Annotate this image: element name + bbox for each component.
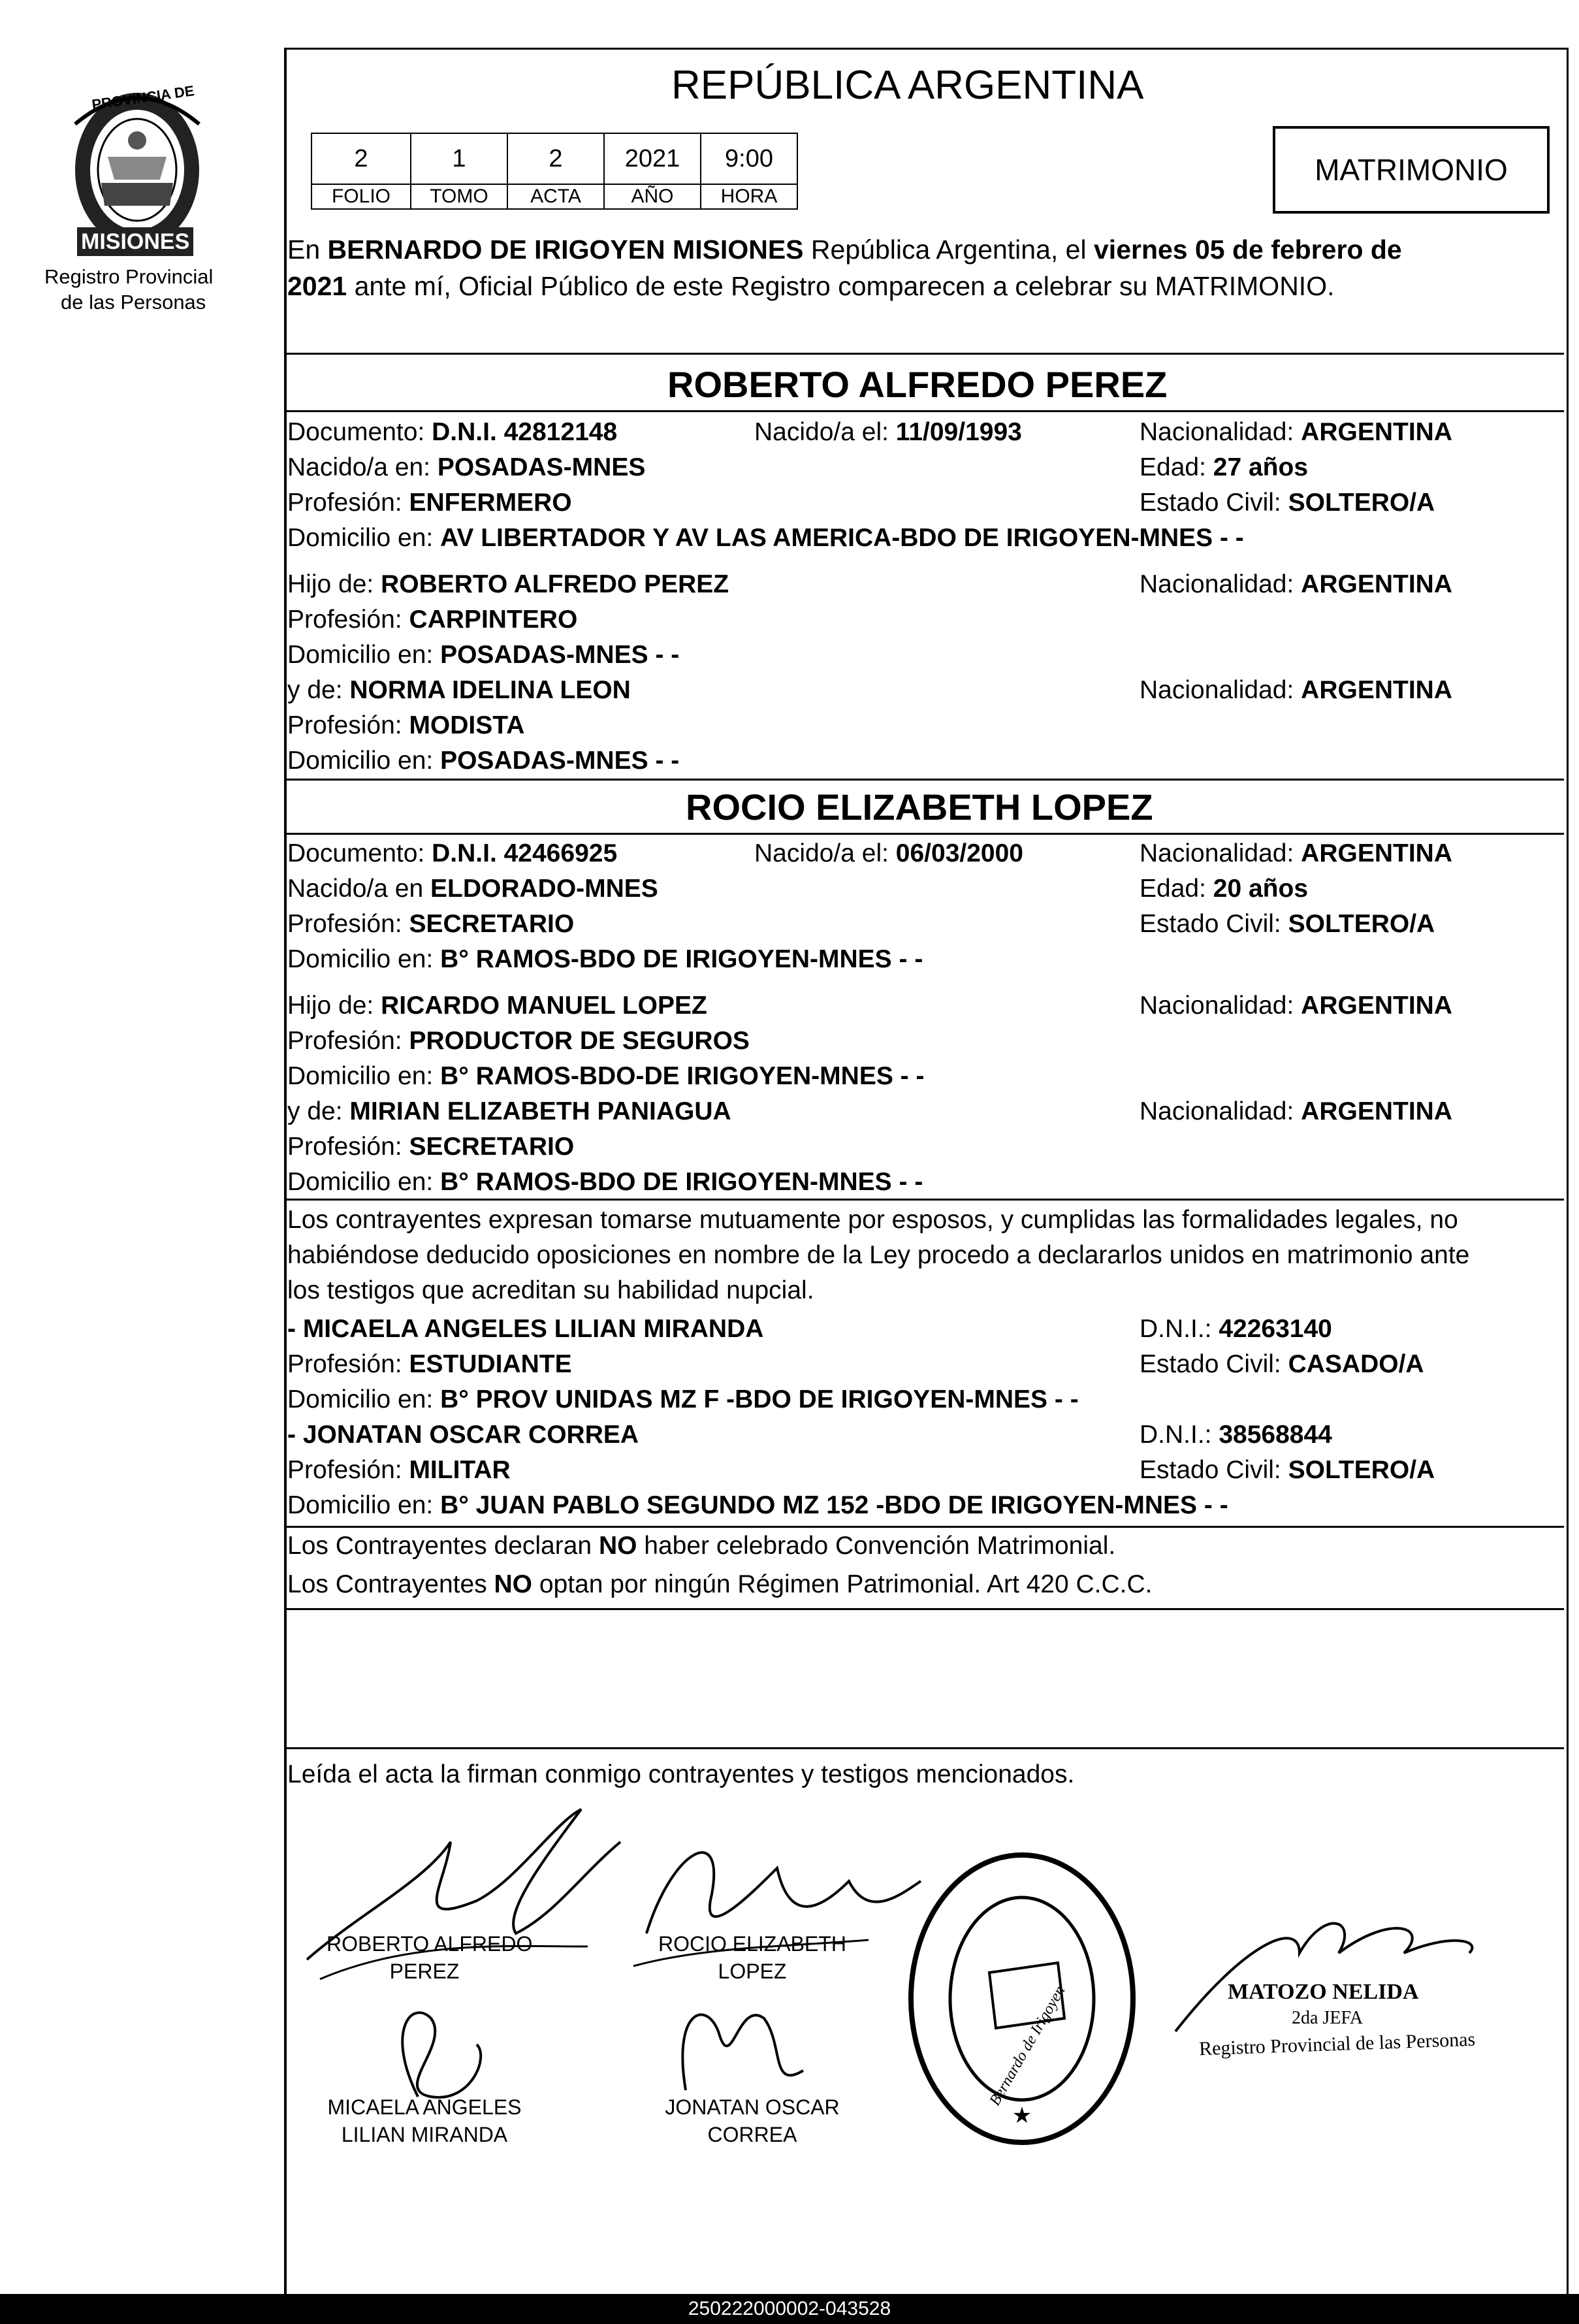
signature-label-witness2: JONATAN OSCAR CORREA	[665, 2095, 840, 2146]
signature-2-scribble	[646, 1852, 921, 1933]
spouse1-madre-nacionalidad: Nacionalidad: ARGENTINA	[1140, 676, 1453, 704]
spouse2-padre-nacionalidad: Nacionalidad: ARGENTINA	[1140, 992, 1453, 1020]
tomo-label: TOMO	[411, 184, 507, 209]
declaration-line-2: habiéndose deducido oposiciones en nombre de la Ley procedo a declararlos unidos en matrimonio ante	[287, 1241, 1470, 1269]
witness2-name: - JONATAN OSCAR CORREA	[287, 1421, 639, 1449]
spouse1-nacido-en: Nacido/a en: POSADAS-MNES	[287, 453, 646, 481]
acta-label: ACTA	[507, 184, 604, 209]
signature-4-scribble	[682, 2014, 803, 2090]
spouse2-nacido-en: Nacido/a en ELDORADO-MNES	[287, 875, 658, 903]
registry-stamp-icon	[904, 1848, 1140, 2149]
regimen-line-2: Los Contrayentes NO optan por ningún Régimen Patrimonial. Art 420 C.C.C.	[287, 1570, 1153, 1598]
witness1-estado: Estado Civil: CASADO/A	[1140, 1350, 1424, 1378]
acta-value: 2	[507, 133, 604, 184]
document-type-box: MATRIMONIO	[1273, 126, 1550, 214]
official-role: 2da JEFA	[1292, 2008, 1364, 2028]
spouse2-madre: y de: MIRIAN ELIZABETH PANIAGUA	[287, 1097, 731, 1125]
intro-text: República Argentina, el	[803, 234, 1094, 265]
folio-label: FOLIO	[311, 184, 411, 209]
signature-label-witness1: MICAELA ANGELES LILIAN MIRANDA	[327, 2095, 522, 2146]
svg-text:★: ★	[1012, 2104, 1032, 2128]
seal-bottom-text: MISIONES	[77, 227, 193, 256]
spouse2-name: ROCIO ELIZABETH LOPEZ	[686, 786, 1153, 828]
footer-code: 250222000002-043528	[0, 2294, 1579, 2324]
anio-label: AÑO	[604, 184, 701, 209]
spouse2-nacionalidad: Nacionalidad: ARGENTINA	[1140, 839, 1453, 867]
divider	[284, 1199, 1564, 1201]
divider	[284, 1608, 1564, 1610]
spouse1-padre-profesion: Profesión: CARPINTERO	[287, 605, 578, 634]
spouse1-domicilio: Domicilio en: AV LIBERTADOR Y AV LAS AMERICA-BDO DE IRIGOYEN-MNES - -	[287, 524, 1244, 552]
spouse1-nacionalidad: Nacionalidad: ARGENTINA	[1140, 418, 1453, 446]
spouse1-profesion: Profesión: ENFERMERO	[287, 489, 572, 517]
witness1-profesion: Profesión: ESTUDIANTE	[287, 1350, 572, 1378]
spouse1-estado: Estado Civil: SOLTERO/A	[1140, 489, 1435, 517]
spouse2-padre-domicilio: Domicilio en: B° RAMOS-BDO-DE IRIGOYEN-MNES - -	[287, 1062, 925, 1090]
intro-line-1	[287, 234, 1402, 265]
spouse1-madre: y de: NORMA IDELINA LEON	[287, 676, 631, 704]
spouse2-padre-profesion: Profesión: PRODUCTOR DE SEGUROS	[287, 1027, 750, 1055]
divider	[284, 1526, 1564, 1528]
divider	[284, 833, 1564, 835]
official-name: MATOZO NELIDA	[1228, 1980, 1419, 2004]
spouse1-name: ROBERTO ALFREDO PEREZ	[667, 364, 1168, 405]
spouse2-padre: Hijo de: RICARDO MANUEL LOPEZ	[287, 992, 707, 1020]
tomo-value: 1	[411, 133, 507, 184]
witness2-domicilio: Domicilio en: B° JUAN PABLO SEGUNDO MZ 152 -BDO DE IRIGOYEN-MNES - -	[287, 1491, 1228, 1519]
regimen-line-1: Los Contrayentes declaran NO haber celebrado Convención Matrimonial.	[287, 1532, 1116, 1560]
official-org: Registro Provincial de las Personas	[1198, 2028, 1476, 2060]
spouse2-documento: Documento: D.N.I. 42466925	[287, 839, 618, 867]
witness1-name: - MICAELA ANGELES LILIAN MIRANDA	[287, 1315, 764, 1343]
spouse2-profesion: Profesión: SECRETARIO	[287, 910, 575, 938]
intro-text: ante mí, Oficial Público de este Registro comparecen a celebrar su MATRIMONIO.	[347, 271, 1335, 301]
divider	[284, 410, 1564, 412]
witness2-estado: Estado Civil: SOLTERO/A	[1140, 1456, 1435, 1484]
divider	[284, 353, 1564, 355]
registry-table	[311, 133, 798, 210]
spouse1-padre: Hijo de: ROBERTO ALFREDO PEREZ	[287, 570, 729, 598]
witness2-dni: D.N.I.: 38568844	[1140, 1421, 1332, 1449]
spouse1-nacido-el: Nacido/a el: 11/09/1993	[754, 418, 1022, 446]
closing-text: Leída el acta la firman conmigo contrayentes y testigos mencionados.	[287, 1760, 1075, 1788]
intro-line-2	[287, 270, 1334, 302]
signature-label-spouse2: ROCIO ELIZABETH LOPEZ	[658, 1932, 847, 1983]
witness2-profesion: Profesión: MILITAR	[287, 1456, 511, 1484]
signature-3-scribble	[402, 2012, 481, 2097]
spouse1-madre-domicilio: Domicilio en: POSADAS-MNES - -	[287, 747, 680, 775]
witness1-dni: D.N.I.: 42263140	[1140, 1315, 1332, 1343]
spouse2-domicilio: Domicilio en: B° RAMOS-BDO DE IRIGOYEN-MNES - -	[287, 945, 923, 973]
divider	[284, 779, 1564, 781]
spouse1-padre-domicilio: Domicilio en: POSADAS-MNES - -	[287, 641, 680, 669]
anio-value: 2021	[604, 133, 701, 184]
spouse2-edad: Edad: 20 años	[1140, 875, 1309, 903]
logo-label-1: Registro Provincial	[44, 265, 214, 288]
spouse2-madre-nacionalidad: Nacionalidad: ARGENTINA	[1140, 1097, 1453, 1125]
stamp-inner-text: Bernardo de Irigoyen	[986, 1982, 1069, 2109]
intro-date: viernes 05 de febrero de	[1094, 234, 1402, 265]
spouse1-documento: Documento: D.N.I. 42812148	[287, 418, 618, 446]
declaration-line-3: los testigos que acreditan su habilidad nupcial.	[287, 1276, 814, 1304]
spouse2-madre-domicilio: Domicilio en: B° RAMOS-BDO DE IRIGOYEN-MNES - -	[287, 1168, 923, 1196]
page-title: REPÚBLICA ARGENTINA	[671, 63, 1144, 108]
spouse2-estado: Estado Civil: SOLTERO/A	[1140, 910, 1435, 938]
witness1-domicilio: Domicilio en: B° PROV UNIDAS MZ F -BDO DE IRIGOYEN-MNES - -	[287, 1385, 1079, 1413]
intro-text: En	[287, 234, 328, 265]
divider	[284, 1747, 1564, 1749]
intro-place: BERNARDO DE IRIGOYEN MISIONES	[327, 234, 804, 265]
spouse2-madre-profesion: Profesión: SECRETARIO	[287, 1133, 575, 1161]
hora-label: HORA	[701, 184, 797, 209]
folio-value: 2	[311, 133, 411, 184]
spouse1-madre-profesion: Profesión: MODISTA	[287, 711, 525, 739]
hora-value: 9:00	[701, 133, 797, 184]
signature-label-spouse1: ROBERTO ALFREDO PEREZ	[327, 1932, 533, 1983]
intro-year: 2021	[287, 271, 347, 301]
logo-label-2: de las Personas	[61, 291, 206, 314]
seal-top-text: PROVINCIA DE	[90, 82, 195, 113]
spouse1-edad: Edad: 27 años	[1140, 453, 1309, 481]
declaration-line-1: Los contrayentes expresan tomarse mutuamente por esposos, y cumplidas las formalidades legales, no	[287, 1206, 1458, 1234]
spouse2-nacido-el: Nacido/a el: 06/03/2000	[754, 839, 1023, 867]
spouse1-padre-nacionalidad: Nacionalidad: ARGENTINA	[1140, 570, 1453, 598]
